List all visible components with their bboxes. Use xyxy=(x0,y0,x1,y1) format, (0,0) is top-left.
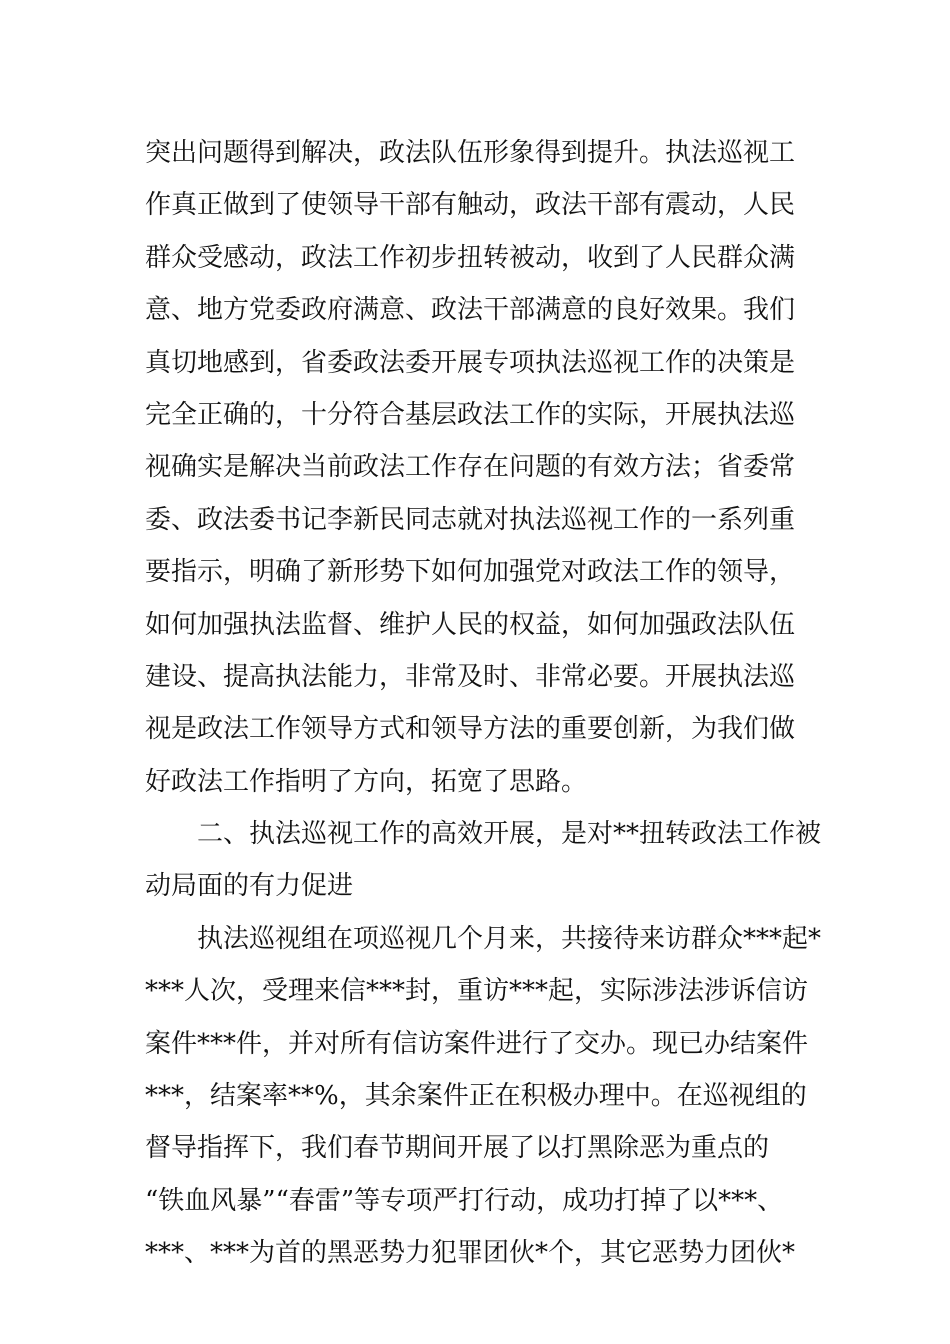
text-line: 案件***件，并对所有信访案件进行了交办。现已办结案件 xyxy=(145,1028,809,1059)
text-line: 委、政法委书记李新民同志就对执法巡视工作的一系列重 xyxy=(145,504,796,535)
section-heading-line: 动局面的有力促进 xyxy=(145,871,354,902)
text-line: 真切地感到，省委政法委开展专项执法巡视工作的决策是 xyxy=(145,347,796,378)
text-line: ***人次，受理来信***封，重访***起，实际涉法涉诉信访 xyxy=(145,976,809,1007)
document-body-text xyxy=(145,127,822,1280)
text-line: 群众受感动，政法工作初步扭转被动，收到了人民群众满 xyxy=(145,242,796,273)
text-line: 意、地方党委政府满意、政法干部满意的良好效果。我们 xyxy=(145,295,796,326)
text-line: 突出问题得到解决，政法队伍形象得到提升。执法巡视工 xyxy=(145,138,796,168)
text-line: 作真正做到了使领导干部有触动，政法干部有震动，人民 xyxy=(145,190,796,221)
text-line: ***，结案率**%，其余案件正在积极办理中。在巡视组的 xyxy=(145,1081,807,1112)
text-line: “铁血风暴”“春雷”等专项严打行动，成功打掉了以***、 xyxy=(145,1185,784,1216)
text-line: 视确实是解决当前政法工作存在问题的有效方法；省委常 xyxy=(145,452,796,483)
section-heading-line: 二、执法巡视工作的高效开展，是对**扭转政法工作被 xyxy=(145,819,822,850)
text-line: 要指示，明确了新形势下如何加强党对政法工作的领导， xyxy=(145,557,796,588)
text-line: 好政法工作指明了方向，拓宽了思路。 xyxy=(145,766,588,797)
text-line: ***、***为首的黑恶势力犯罪团伙*个，其它恶势力团伙* xyxy=(145,1238,796,1269)
text-line: 督导指挥下，我们春节期间开展了以打黑除恶为重点的 xyxy=(145,1133,770,1164)
text-line: 建设、提高执法能力，非常及时、非常必要。开展执法巡 xyxy=(145,661,796,692)
text-line: 如何加强执法监督、维护人民的权益，如何加强政法队伍 xyxy=(145,609,796,640)
text-line: 视是政法工作领导方式和领导方法的重要创新，为我们做 xyxy=(145,714,796,745)
text-line: 完全正确的，十分符合基层政法工作的实际，开展执法巡 xyxy=(145,399,796,430)
text-line: 执法巡视组在项巡视几个月来，共接待来访群众***起* xyxy=(145,923,822,954)
